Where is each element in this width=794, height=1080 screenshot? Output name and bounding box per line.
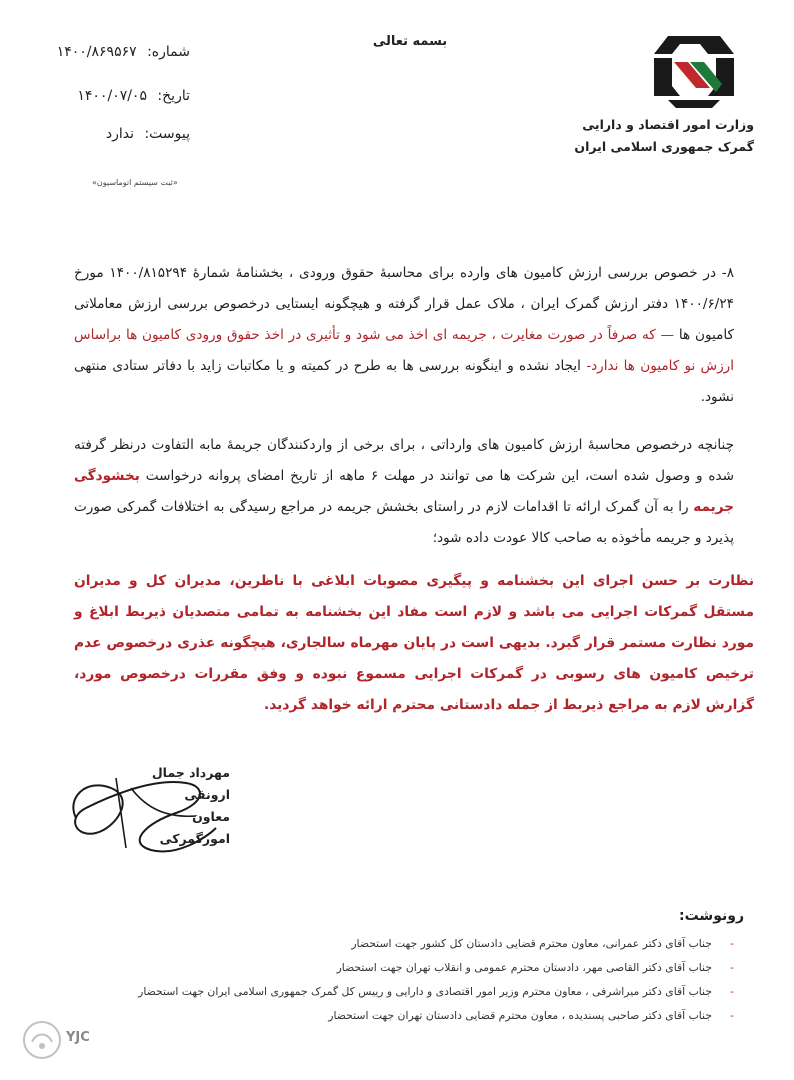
cc-item-text: جناب آقای دکتر میراشرفی ، معاون محترم وزیر امور اقتصادی و دارایی و رییس کل گمرک جمهوری اسلامی ایران جهت استحضار bbox=[138, 985, 712, 998]
attachment-value: ندارد bbox=[105, 126, 134, 142]
cc-dash: - bbox=[730, 1009, 734, 1022]
letter-date-row bbox=[40, 88, 190, 104]
cc-dash: - bbox=[730, 961, 734, 974]
watermark-label: YJC bbox=[66, 1030, 90, 1045]
cc-item bbox=[94, 980, 734, 1004]
ministry-line-2: گمرک جمهوری اسلامی ایران bbox=[574, 139, 754, 154]
cc-dash: - bbox=[730, 985, 734, 998]
automation-registration-note: «ثبت سیستم اتوماسیون» bbox=[92, 178, 178, 187]
date-label: تاریخ: bbox=[157, 88, 190, 104]
cc-item bbox=[94, 1004, 734, 1028]
bismillah-heading: بسمه تعالی bbox=[372, 34, 448, 49]
cc-item-text: جناب آقای دکتر القاصی مهر، دادستان محترم عمومی و انقلاب تهران جهت استحضار bbox=[336, 961, 712, 974]
paragraph-penalty-refund bbox=[74, 430, 734, 554]
number-label: شماره: bbox=[147, 44, 190, 60]
signer-block bbox=[120, 762, 230, 850]
customs-logo-icon bbox=[650, 32, 738, 112]
cc-item-text: جناب آقای دکتر صاحبی پسندیده ، معاون محترم قضایی دادستان تهران جهت استحضار bbox=[328, 1009, 712, 1022]
para1-text-a: ۸- در خصوص بررسی ارزش کامیون های وارده برای محاسبهٔ حقوق ورودی ، بخشنامهٔ شمارهٔ ۱۴۰۰/۸۱۵۲۹۴ مورخ ۱۴۰۰/۶/۲۴ دفتر ارزش گمرک ایران ، ملاک عمل قرار گرفته و هیچگونه ایستایی درخصوص بررسی ارزش معاملاتی کامیون ها bbox=[74, 265, 734, 343]
cc-item-text: جناب آقای دکتر عمرانی، معاون محترم قضایی دادستان کل کشور جهت استحضار bbox=[351, 937, 712, 950]
signer-title: معاون امورگمرکی bbox=[159, 809, 230, 846]
attachment-label: پیوست: bbox=[144, 126, 190, 142]
para1-highlight: — که صرفاً در صورت مغایرت ، جریمه ای اخذ می شود و تأثیری در اخذ حقوق ورودی کامیون ها براساس ارزش نو کامیون ها ندارد- bbox=[74, 327, 735, 374]
attachment-row bbox=[40, 126, 190, 142]
cc-list bbox=[94, 932, 734, 1028]
cc-heading: رونوشت: bbox=[679, 908, 744, 924]
signer-name: مهرداد جمال ارونقی bbox=[151, 765, 230, 802]
cc-item bbox=[94, 956, 734, 980]
cc-item bbox=[94, 932, 734, 956]
para2-highlight: بخشودگی جریمه bbox=[74, 468, 734, 515]
letter-number-row bbox=[40, 44, 190, 60]
para2-text-b: را به آن گمرک ارائه تا اقدامات لازم در راستای بخشش جریمه در مراجع رسیدگی به اختلافات گمرکی صورت پذیرد و جریمه مأخوذه به صاحب کالا عودت داده شود؛ bbox=[74, 499, 734, 546]
ministry-title bbox=[574, 114, 754, 158]
date-value: ۱۴۰۰/۰۷/۰۵ bbox=[77, 88, 147, 104]
paragraph-supervision: نظارت بر حسن اجرای این بخشنامه و پیگیری مصوبات ابلاغی با ناظرین، مدیران کل و مدیران مستقل گمرکات اجرایی می باشد و لازم است مفاد این بخشنامه به تمامی متصدیان ذیربط ابلاغ و مورد نظارت مستمر قرار گیرد. بدیهی است در پایان مهرماه سالجاری، هیچگونه عذری درخصوص عدم ترخیص کامیون های رسوبی در گمرکات اجرایی مسموع نبوده و وفق مقررات درخصوص مورد، گزارش لازم به مراجع ذیربط از جمله دادستانی محترم ارائه خواهد گردید. bbox=[74, 573, 754, 713]
para2-text-a: چنانچه درخصوص محاسبهٔ ارزش کامیون های وارداتی ، برای برخی از واردکنندگان جریمهٔ مابه التفاوت درنظر گرفته شده و وصول شده است، این شرکت ها می توانند در مهلت ۶ ماهه از تاریخ امضای پروانه درخواست bbox=[74, 437, 734, 484]
cc-dash: - bbox=[730, 937, 734, 950]
paragraph-8 bbox=[74, 258, 734, 413]
para1-text-b: ایجاد نشده و اینگونه بررسی ها به طرح در کمیته و یا مکاتبات زاید با دفاتر ستادی منتهی نشود. bbox=[74, 358, 734, 405]
number-value: ۱۴۰۰/۸۶۹۵۶۷ bbox=[56, 44, 137, 60]
ministry-line-1: وزارت امور اقتصاد و دارایی bbox=[582, 117, 754, 132]
